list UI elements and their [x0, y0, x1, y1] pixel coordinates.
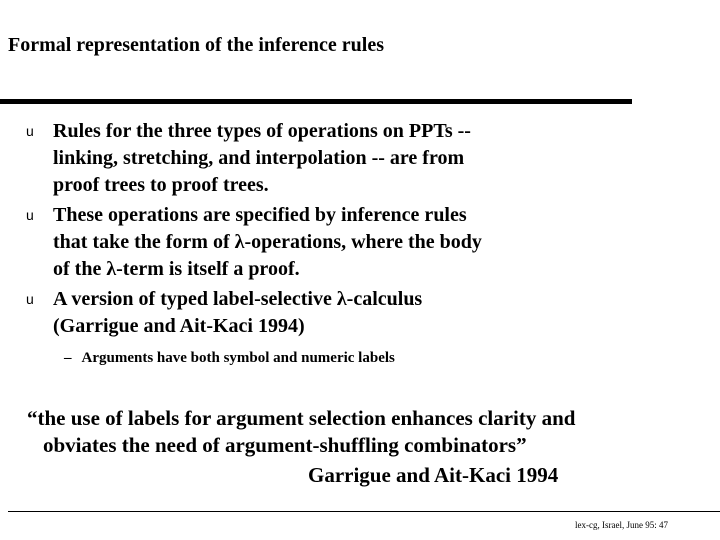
bullet-text-line: These operations are specified by inference rules	[53, 204, 467, 226]
bullet-marker: u	[26, 207, 34, 223]
bullet-text-line: A version of typed label-selective λ-calculus	[53, 288, 423, 310]
bullet-list	[26, 118, 666, 343]
quote-line: “the use of labels for argument selection enhances clarity and	[27, 406, 576, 430]
bullet-text-line: that take the form of λ-operations, where the body	[53, 231, 482, 253]
sub-bullet-item	[64, 347, 395, 369]
bullet-item-2	[26, 202, 666, 283]
sub-bullet-text: Arguments have both symbol and numeric labels	[81, 350, 395, 366]
bullet-marker: u	[26, 123, 34, 139]
quote-attribution: Garrigue and Ait-Kaci 1994	[308, 463, 559, 487]
quote-block	[27, 405, 575, 459]
quote-line: obviates the need of argument-shuffling combinators”	[43, 433, 527, 457]
title-divider	[0, 99, 632, 104]
footer-text: lex-cg, Israel, June 95: 47	[575, 520, 668, 530]
footer-divider	[8, 511, 720, 512]
bullet-text-line: proof trees to proof trees.	[53, 174, 269, 196]
slide-title: Formal representation of the inference rules	[8, 34, 385, 56]
bullet-text-line: (Garrigue and Ait-Kaci 1994)	[53, 315, 305, 337]
bullet-item-1	[26, 118, 666, 199]
bullet-text-line: Rules for the three types of operations on PPTs --	[53, 120, 471, 142]
bullet-marker: u	[26, 291, 34, 307]
bullet-text-line: linking, stretching, and interpolation -- are from	[53, 147, 465, 169]
sub-bullet-marker: –	[64, 350, 72, 366]
bullet-text-line: of the λ-term is itself a proof.	[53, 258, 300, 280]
bullet-item-3	[26, 286, 666, 340]
